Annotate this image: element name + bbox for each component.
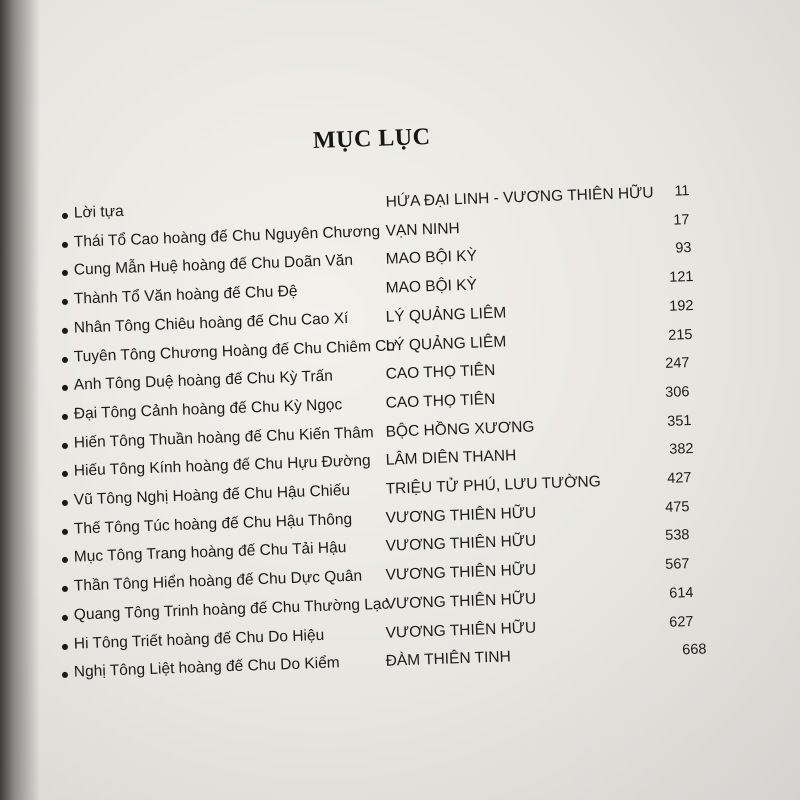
entry-title: Hiếu Tông Kính hoàng đế Chu Hựu Đường	[73, 452, 371, 480]
entry-page: 382	[669, 441, 694, 459]
entry-author: HỨA ĐẠI LINH - VƯƠNG THIÊN HỮU	[385, 184, 654, 211]
bullet-icon	[62, 643, 68, 649]
entry-page: 567	[665, 556, 690, 574]
entry-author: LÝ QUẢNG LIÊM	[385, 304, 507, 326]
entry-title: Nghị Tông Liệt hoàng đế Chu Do Kiểm	[73, 654, 340, 681]
bullet-icon	[62, 299, 68, 305]
entry-page: 475	[665, 498, 690, 516]
entry-title: Vũ Tông Nghị Hoàng đế Chu Hậu Chiếu	[73, 481, 351, 509]
entry-page: 614	[669, 584, 694, 602]
entry-title: Cung Mẫn Huệ hoàng đế Chu Doãn Văn	[73, 252, 354, 279]
bullet-icon	[62, 442, 68, 448]
entry-page: 17	[673, 211, 690, 229]
page-title: MỤC LỤC	[312, 123, 432, 155]
entry-title: Mục Tông Trang hoàng đế Chu Tải Hậu	[73, 539, 347, 566]
entry-author: VƯƠNG THIÊN HỮU	[385, 561, 537, 584]
entry-page: 215	[668, 326, 693, 344]
entry-author: VẠN NINH	[385, 219, 461, 240]
entry-author: TRIỆU TỬ PHÚ, LƯU TƯỜNG	[385, 473, 602, 498]
entry-page: 247	[665, 355, 690, 373]
entry-author: VƯƠNG THIÊN HỮU	[385, 590, 537, 613]
entry-title: Nhân Tông Chiêu hoàng đế Chu Cao Xí	[73, 309, 349, 337]
entry-page: 538	[665, 527, 690, 545]
entry-title: Thái Tổ Cao hoàng đế Chu Nguyên Chương	[73, 222, 381, 251]
bullet-icon	[62, 213, 68, 219]
entry-title: Anh Tông Duệ hoàng đế Chu Kỳ Trấn	[73, 367, 334, 394]
entry-author: CAO THỌ TIÊN	[385, 362, 496, 383]
entry-author: LÝ QUẢNG LIÊM	[385, 332, 507, 355]
entry-title: Hiến Tông Thuần hoàng đế Chu Kiến Thâm	[73, 423, 374, 452]
bullet-icon	[62, 270, 68, 276]
entry-title: Quang Tông Trinh hoàng đế Chu Thường Lạc	[73, 595, 390, 624]
entry-page: 11	[674, 183, 690, 200]
entry-title: Thế Tông Túc hoàng đế Chu Hậu Thông	[73, 510, 353, 538]
bullet-icon	[62, 528, 68, 534]
entry-title: Lời tựa	[73, 202, 124, 222]
entry-author: VƯƠNG THIÊN HỮU	[385, 618, 537, 642]
entry-title: Thành Tổ Văn hoàng đế Chu Đệ	[73, 282, 298, 308]
bullet-icon	[62, 500, 68, 506]
entry-title: Hi Tông Triết hoàng đế Chu Do Hiệu	[73, 626, 325, 653]
entry-page: 93	[675, 240, 692, 257]
entry-page: 668	[681, 641, 707, 659]
bullet-icon	[62, 385, 68, 391]
entry-author: LÂM DIÊN THANH	[385, 447, 517, 469]
entry-author: MAO BỘI KỲ	[385, 276, 478, 297]
bullet-icon	[62, 471, 68, 477]
bullet-icon	[62, 356, 68, 362]
entry-title: Đại Tông Cảnh hoàng đế Chu Kỳ Ngọc	[73, 396, 343, 423]
bullet-icon	[62, 615, 68, 621]
entry-author: MAO BỘI KỲ	[385, 247, 478, 269]
entry-page: 627	[669, 613, 694, 631]
entry-author: CAO THỌ TIÊN	[385, 390, 496, 412]
entry-page: 427	[667, 470, 692, 487]
bullet-icon	[62, 414, 68, 420]
entry-page: 306	[665, 383, 690, 401]
entry-author: BỘC HỒNG XƯƠNG	[385, 418, 535, 441]
entry-page: 192	[669, 297, 694, 315]
bullet-icon	[62, 557, 68, 563]
entry-title: Thần Tông Hiển hoàng đế Chu Dực Quân	[73, 567, 363, 595]
entry-author: VƯƠNG THIÊN HỮU	[385, 504, 537, 527]
bullet-icon	[62, 672, 68, 678]
entry-page: 121	[669, 269, 694, 286]
bullet-icon	[62, 241, 68, 247]
bullet-icon	[62, 328, 68, 334]
entry-page: 351	[667, 412, 692, 430]
entry-title: Tuyên Tông Chương Hoàng đế Chu Chiêm Cơ	[73, 336, 397, 366]
bullet-icon	[62, 586, 68, 592]
entry-author: ĐÀM THIÊN TINH	[385, 648, 512, 670]
entry-author: VƯƠNG THIÊN HỮU	[385, 532, 537, 556]
